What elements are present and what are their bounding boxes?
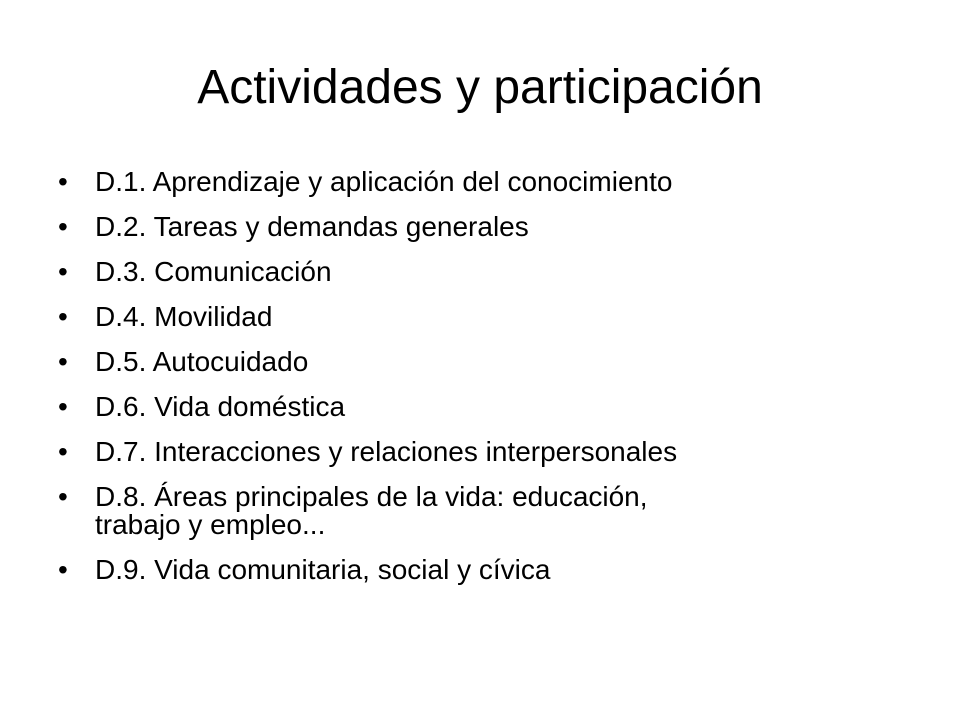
bullet-icon: • (58, 391, 68, 422)
list-item-d4 (58, 303, 918, 331)
bullet-icon: • (58, 256, 68, 287)
list-item-label: D.6. Vida doméstica (95, 391, 346, 422)
list-item-d8 (58, 483, 918, 539)
list-item-label: D.3. Comunicación (95, 256, 332, 287)
list-item-d3 (58, 258, 918, 286)
bullet-icon: • (58, 481, 68, 512)
bullet-icon: • (58, 211, 68, 242)
list-item-d7 (58, 438, 918, 466)
bullet-icon: • (58, 346, 68, 377)
list-item-label: D.7. Interacciones y relaciones interpersonales (95, 436, 678, 467)
list-item-d2 (58, 213, 918, 241)
list-item-label: D.2. Tareas y demandas generales (95, 211, 529, 242)
bullet-icon: • (58, 166, 68, 197)
list-item-d5 (58, 348, 918, 376)
list-item-label: D.8. Áreas principales de la vida: educación, trabajo y empleo... (95, 481, 648, 540)
slide-title: Actividades y participación (197, 61, 763, 114)
list-item-d1 (58, 168, 918, 196)
bullet-list (58, 168, 918, 601)
bullet-icon: • (58, 301, 68, 332)
list-item-label: D.5. Autocuidado (95, 346, 309, 377)
list-item-label: D.9. Vida comunitaria, social y cívica (95, 554, 551, 585)
list-item-d9 (58, 556, 918, 584)
list-item-label: D.1. Aprendizaje y aplicación del conocimiento (95, 166, 673, 197)
list-item-label: D.4. Movilidad (95, 301, 273, 332)
bullet-icon: • (58, 554, 68, 585)
bullet-icon: • (58, 436, 68, 467)
list-item-d6 (58, 393, 918, 421)
